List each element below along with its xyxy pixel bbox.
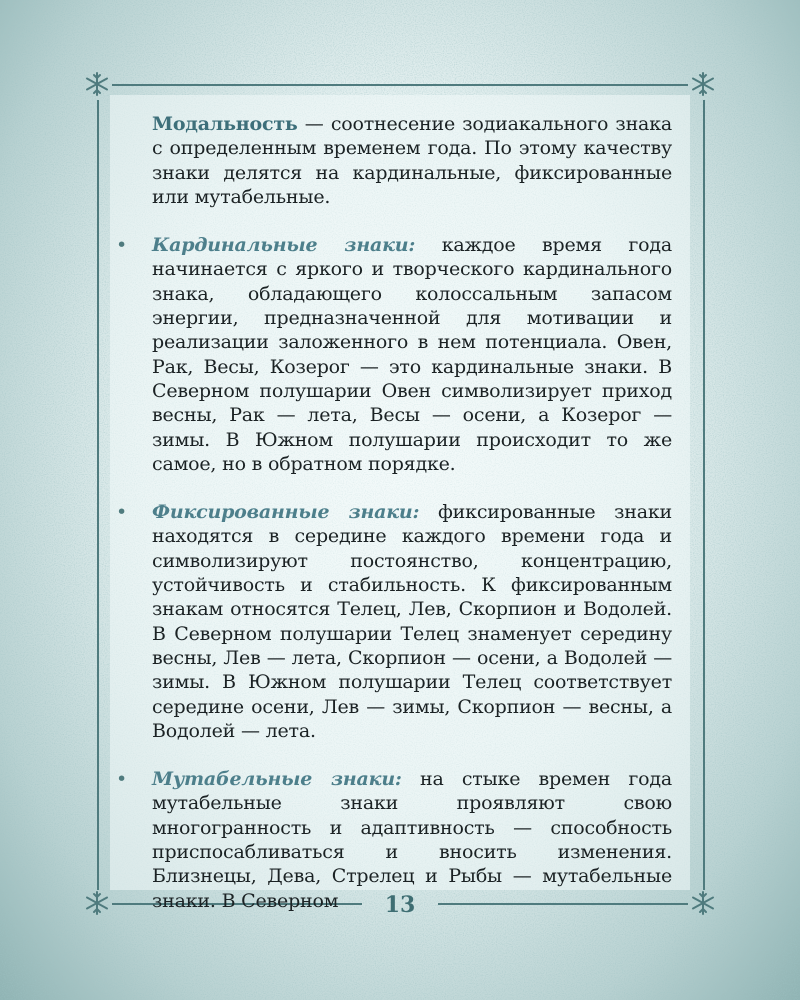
snowflake-icon bbox=[690, 71, 716, 97]
frame-left-line bbox=[97, 100, 99, 890]
modality-list bbox=[116, 233, 672, 913]
page-number: 13 bbox=[384, 892, 416, 918]
fixed-term: Фиксированные знаки: bbox=[152, 501, 420, 524]
intro-paragraph bbox=[152, 112, 672, 209]
snowflake-icon bbox=[84, 71, 110, 97]
list-item-fixed bbox=[116, 500, 672, 743]
intro-text: — соотнесение зодиакального знака с определенным временем года. По этому качеству знаки делятся на кардинальные, фиксированные или мутабельные. bbox=[152, 113, 672, 208]
bullet: • bbox=[116, 234, 128, 257]
mutable-text: на стыке времен года мутабельные знаки проявляют свою многогранность и адаптивность — способность приспосабливаться и вносить изменения. Близнецы, Дева, Стрелец и Рыбы — мутабельные знаки. В Северном bbox=[152, 768, 672, 912]
bullet: • bbox=[116, 768, 128, 791]
intro-lead-term: Модальность bbox=[152, 113, 298, 135]
frame-top-line bbox=[112, 84, 688, 86]
list-item-cardinal bbox=[116, 233, 672, 476]
cardinal-text: каждое время года начинается с яркого и творческого кардинального знака, обладающего колоссальным запасом энергии, предназначенной для мотивации и реализации заложенного в нем потенциала. Овен, Рак, Весы, Козерог — это кардинальные знаки. В Северном полушарии Овен символизирует приход весны, Рак — лета, Весы — осени, а Козерог — зимы. В Южном полушарии происходит то же самое, но в обратном порядке. bbox=[152, 234, 672, 475]
page-body bbox=[116, 112, 672, 913]
frame-right-line bbox=[703, 100, 705, 890]
page-number-footer bbox=[0, 892, 800, 918]
mutable-term: Мутабельные знаки: bbox=[152, 768, 402, 791]
cardinal-term: Кардинальные знаки: bbox=[152, 234, 416, 257]
bullet: • bbox=[116, 501, 128, 524]
fixed-text: фиксированные знаки находятся в середине каждого времени года и символизируют постоянство, концентрацию, устойчивость и стабильность. К фиксированным знакам относятся Телец, Лев, Скорпион и Водолей. В Северном полушарии Телец знаменует середину весны, Лев — лета, Скорпион — осени, а Водолей — зимы. В Южном полушарии Телец соответствует середине осени, Лев — зимы, Скорпион — весны, а Водолей — лета. bbox=[152, 501, 672, 742]
